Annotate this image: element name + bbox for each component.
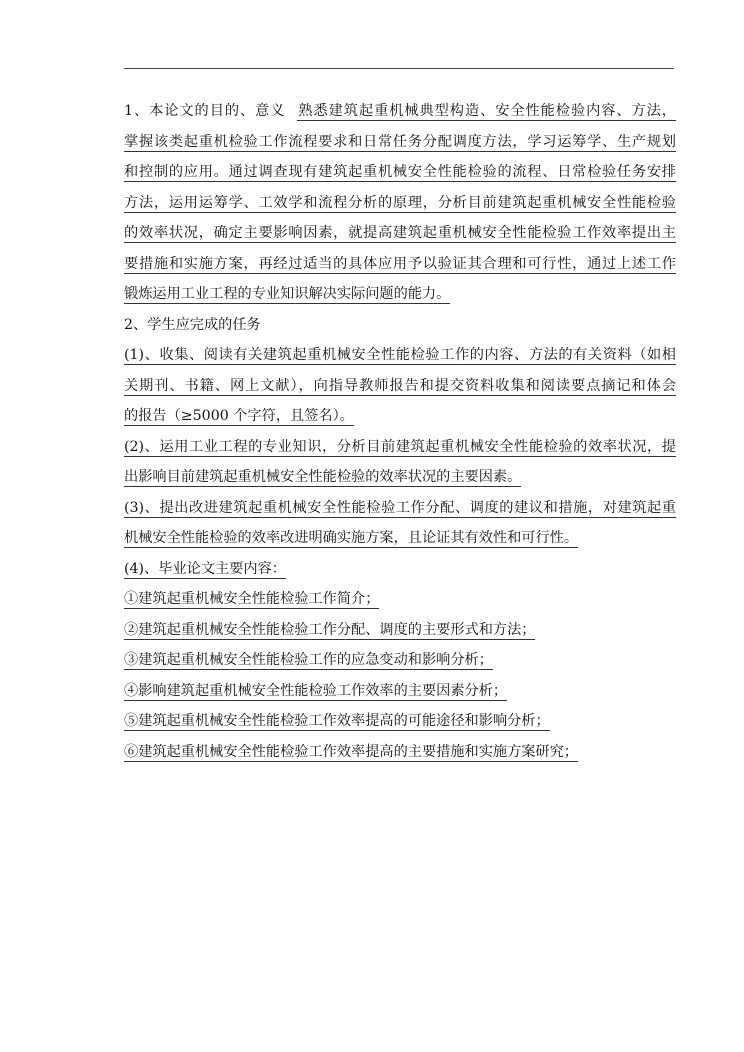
header-rule [124,68,674,69]
text-run: 和控制的应用。通过调查现有建筑起重机械安全性能检验的流程、日常检验任务安排 [124,164,676,180]
text-line [124,188,676,219]
text-run: ①建筑起重机械安全性能检验工作简介； [124,591,380,607]
section-purpose [124,96,676,310]
text-line [124,432,676,463]
text-run: 关期刊、书籍、网上文献），向指导教师报告和提交资料收集和阅读要点摘记和体会 [124,377,676,394]
content-item-4 [124,676,676,707]
text-run: 方法，运用运筹学、工效学和流程分析的原理，分析目前建筑起重机械安全性能检验 [124,194,676,211]
content-item-2 [124,615,676,646]
content-item-5 [124,706,676,737]
text-run: 出影响目前建筑起重机械安全性能检验的效率状况的主要因素。 [124,469,522,485]
text-line [124,462,676,493]
task-1 [124,340,676,432]
text-line [124,218,676,249]
text-run: 要措施和实施方案，再经过适当的具体应用予以验证其合理和可行性，通过上述工作 [124,255,676,272]
text-run: 的效率状况，确定主要影响因素，就提高建筑起重机械安全性能检验工作效率提出主 [124,225,676,241]
content-item-6 [124,737,676,768]
task-4-heading [124,554,676,585]
text-run: ②建筑起重机械安全性能检验工作分配、调度的主要形式和方法； [124,621,536,638]
text-run: 掌握该类起重机检验工作流程要求和日常任务分配调度方法，学习运筹学、生产规划 [124,133,676,150]
text-run: 锻炼运用工业工程的专业知识解决实际问题的能力。 [124,286,451,302]
text-line [124,127,676,158]
text-line [124,96,676,127]
text-line [124,249,676,280]
text-line [124,157,676,188]
text-line [124,401,676,432]
text-line [124,371,676,402]
text-run: ③建筑起重机械安全性能检验工作的应急变动和影响分析； [124,652,493,668]
content-item-1 [124,584,676,615]
section-purpose-label: 1、本论文的目的、意义 [124,103,286,119]
text-run: ④影响建筑起重机械安全性能检验工作效率的主要因素分析； [124,682,508,699]
text-run: ⑤建筑起重机械安全性能检验工作效率提高的可能途径和影响分析； [124,713,550,729]
text-run: (2)、运用工业工程的专业知识，分析目前建筑起重机械安全性能检验的效率状况，提 [124,438,676,455]
text-line [124,279,676,310]
text-run: (4)、毕业论文主要内容： [124,560,286,577]
text-line [124,523,676,554]
text-run: (3)、提出改进建筑起重机械安全性能检验工作分配、调度的建议和措施，对建筑起重 [124,499,676,516]
task-2 [124,432,676,493]
content-item-3 [124,645,676,676]
text-run: (1)、收集、阅读有关建筑起重机械安全性能检验工作的内容、方法的有关资料（如相 [124,347,676,363]
section-tasks-heading: 2、学生应完成的任务 [124,316,261,333]
text-run: ⑥建筑起重机械安全性能检验工作效率提高的主要措施和实施方案研究； [124,743,579,760]
text-run: 熟悉建筑起重机械典型构造、安全性能检验内容、方法， [297,103,676,119]
text-line [124,493,676,524]
text-line [124,340,676,371]
document-body [124,96,676,767]
text-run: 的报告（≥5000 个字符，且签名）。 [124,408,354,424]
task-3 [124,493,676,554]
text-run: 机械安全性能检验的效率改进明确实施方案，且论证其有效性和可行性。 [124,530,579,546]
